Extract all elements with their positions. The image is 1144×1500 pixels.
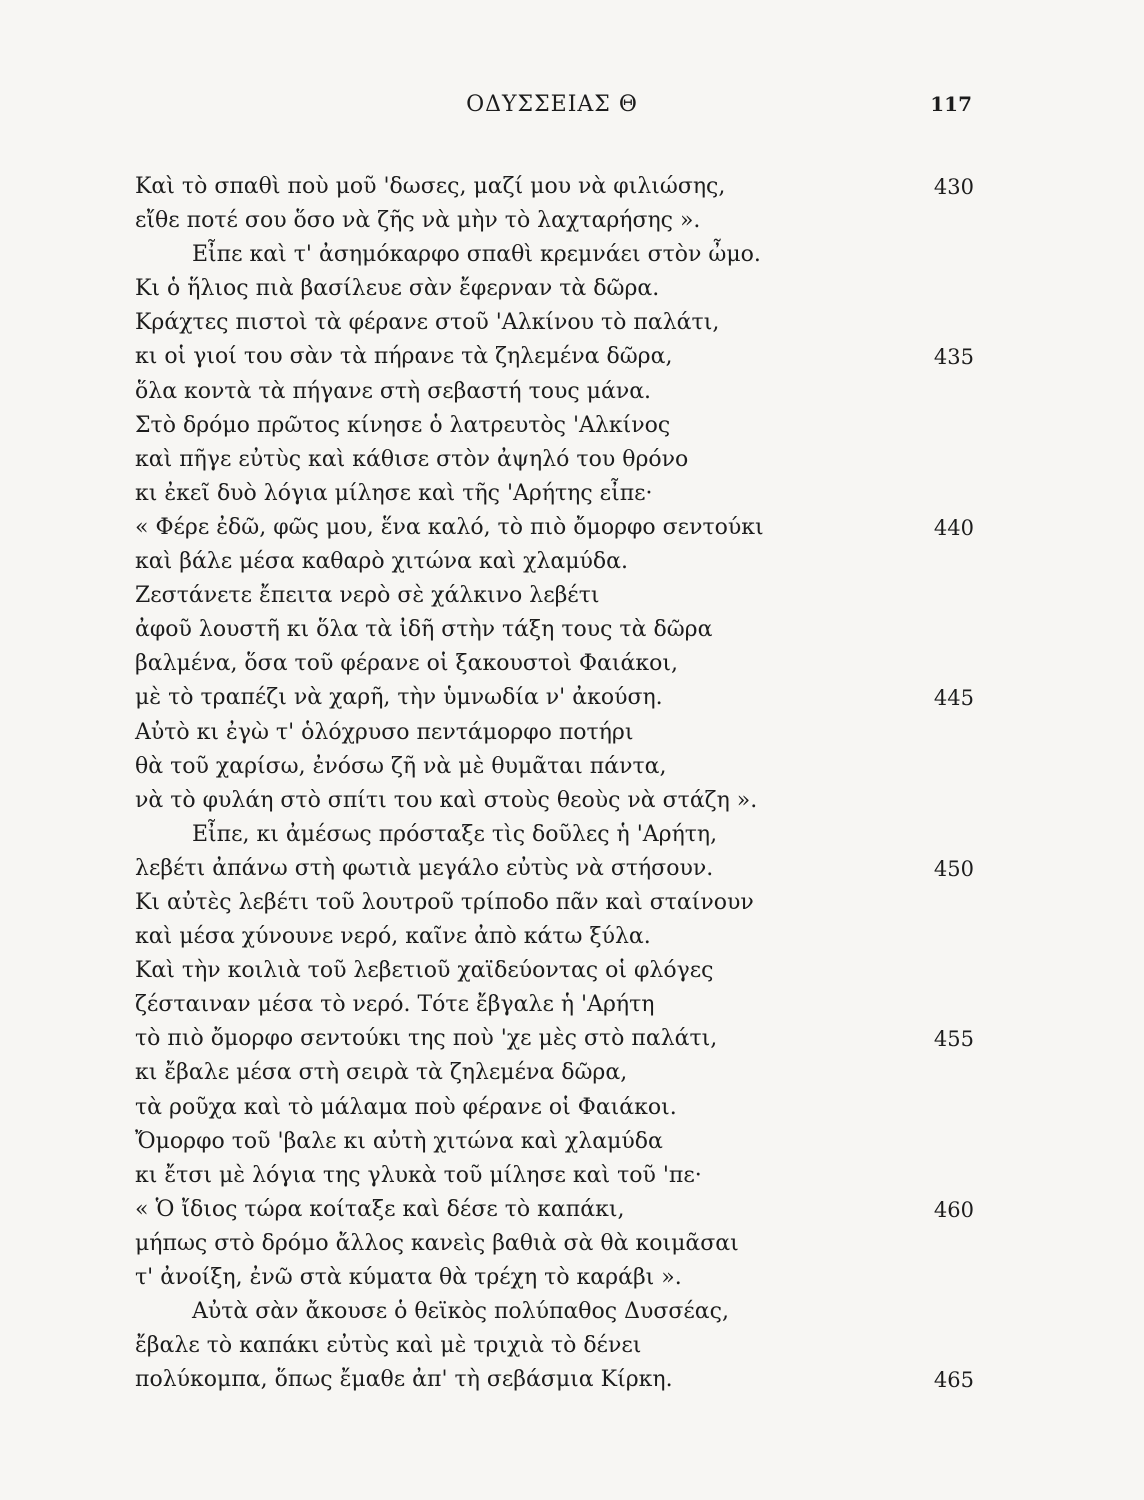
verse-line <box>0 886 1144 920</box>
verse-line <box>0 579 1144 613</box>
verse-line <box>0 375 1144 409</box>
verse-text: τὸ πιὸ ὄμορφο σεντούκι της ποὺ 'χε μὲς στὸ παλάτι, <box>135 1026 718 1052</box>
verse-line <box>0 1261 1144 1295</box>
verse-text: πολύκομπα, ὅπως ἔμαθε ἀπ' τὴ σεβάσμια Κίρκη. <box>135 1367 673 1393</box>
verse-line <box>0 681 1144 715</box>
verse-text: λεβέτι ἀπάνω στὴ φωτιὰ μεγάλο εὐτὺς νὰ στήσουν. <box>135 855 714 881</box>
verse-line <box>0 1227 1144 1261</box>
verse-text: Κράχτες πιστοὶ τὰ φέρανε στοῦ 'Αλκίνου τὸ παλάτι, <box>135 310 720 336</box>
verse-text: Εἶπε καὶ τ' ἀσημόκαρφο σπαθὶ κρεμνάει στὸν ὦμο. <box>192 242 761 268</box>
line-number: 435 <box>933 345 974 370</box>
verse-line <box>0 818 1144 852</box>
verse-block <box>0 170 1144 1397</box>
verse-text: Καὶ τὸ σπαθὶ ποὺ μοῦ 'δωσες, μαζί μου νὰ φιλιώσης, <box>135 174 726 199</box>
verse-text: Στὸ δρόμο πρῶτος κίνησε ὁ λατρευτὸς 'Αλκίνος <box>135 412 671 438</box>
verse-line <box>0 170 1144 204</box>
verse-text: εἴθε ποτέ σου ὅσο νὰ ζῆς νὰ μὴν τὸ λαχταρήσης ». <box>135 208 701 234</box>
verse-text: καὶ μέσα χύνουνε νερό, καῖνε ἀπὸ κάτω ξύλα. <box>135 924 651 950</box>
verse-line <box>0 716 1144 750</box>
verse-line <box>0 511 1144 545</box>
verse-text: τὰ ροῦχα καὶ τὸ μάλαμα ποὺ φέρανε οἱ Φαιάκοι. <box>135 1094 677 1120</box>
verse-text: Ζεστάνετε ἔπειτα νερὸ σὲ χάλκινο λεβέτι <box>135 583 600 609</box>
verse-line <box>0 1056 1144 1090</box>
verse-text: κι οἱ γιοί του σὰν τὰ πήρανε τὰ ζηλεμένα δῶρα, <box>135 344 673 370</box>
page-number: 117 <box>930 92 972 116</box>
verse-line <box>0 784 1144 818</box>
verse-line <box>0 545 1144 579</box>
verse-text: ἀφοῦ λουστῆ κι ὅλα τὰ ἰδῆ στὴν τάξη τους τὰ δῶρα <box>135 617 713 643</box>
verse-text: Κι αὐτὲς λεβέτι τοῦ λουτροῦ τρίποδο πᾶν καὶ σταίνουν <box>135 889 754 915</box>
verse-text: Καὶ τὴν κοιλιὰ τοῦ λεβετιοῦ χαϊδεύοντας οἱ φλόγες <box>135 958 714 984</box>
verse-text: Ὄμορφο τοῦ 'βαλε κι αὐτὴ χιτώνα καὶ χλαμύδα <box>135 1128 663 1154</box>
verse-text: κι ἐκεῖ δυὸ λόγια μίλησε καὶ τῆς 'Αρήτης εἶπε· <box>135 480 653 506</box>
verse-text: καὶ βάλε μέσα καθαρὸ χιτώνα καὶ χλαμύδα. <box>135 549 628 575</box>
verse-text: κι ἔβαλε μέσα στὴ σειρὰ τὰ ζηλεμένα δῶρα, <box>135 1060 628 1086</box>
verse-text: Αὐτὰ σὰν ἄκουσε ὁ θεϊκὸς πολύπαθος Δυσσέας, <box>192 1299 729 1325</box>
verse-text: ζέσταιναν μέσα τὸ νερό. Τότε ἔβγαλε ἡ 'Αρήτη <box>135 992 655 1018</box>
running-header: ΟΔΥΣΣΕΙΑΣ Θ <box>466 92 638 117</box>
verse-line <box>0 238 1144 272</box>
verse-line <box>0 1022 1144 1056</box>
verse-line <box>0 1125 1144 1159</box>
verse-line <box>0 443 1144 477</box>
verse-line <box>0 647 1144 681</box>
verse-text: ἔβαλε τὸ καπάκι εὐτὺς καὶ μὲ τριχιὰ τὸ δένει <box>135 1333 642 1359</box>
verse-line <box>0 272 1144 306</box>
verse-line <box>0 477 1144 511</box>
verse-text: καὶ πῆγε εὐτὺς καὶ κάθισε στὸν ἀψηλό του θρόνο <box>135 446 689 472</box>
line-number: 430 <box>933 175 974 199</box>
verse-text: τ' ἀνοίξη, ἐνῶ στὰ κύματα θὰ τρέχη τὸ καράβι ». <box>135 1265 682 1290</box>
verse-line <box>0 306 1144 340</box>
verse-text: μήπως στὸ δρόμο ἄλλος κανεὶς βαθιὰ σὰ θὰ κοιμᾶσαι <box>135 1230 739 1256</box>
verse-line <box>0 954 1144 988</box>
verse-text: « Ὁ ἴδιος τώρα κοίταξε καὶ δέσε τὸ καπάκι, <box>135 1196 625 1222</box>
line-number: 460 <box>933 1197 974 1222</box>
verse-text: κι ἔτσι μὲ λόγια της γλυκὰ τοῦ μίλησε καὶ τοῦ 'πε· <box>135 1162 702 1188</box>
verse-line <box>0 750 1144 784</box>
verse-text: ὅλα κοντὰ τὰ πήγανε στὴ σεβαστή τους μάνα. <box>135 378 652 404</box>
verse-text: Εἶπε, κι ἀμέσως πρόσταξε τὶς δοῦλες ἡ 'Αρήτη, <box>192 821 718 847</box>
line-number: 455 <box>933 1027 974 1052</box>
verse-line <box>0 1363 1144 1397</box>
line-number: 450 <box>933 856 974 881</box>
verse-line <box>0 613 1144 647</box>
verse-text: « Φέρε ἐδῶ, φῶς μου, ἕνα καλό, τὸ πιὸ ὄμορφο σεντούκι <box>135 514 764 540</box>
verse-line <box>0 1295 1144 1329</box>
verse-line <box>0 1091 1144 1125</box>
verse-line <box>0 1329 1144 1363</box>
verse-text: θὰ τοῦ χαρίσω, ἐνόσω ζῆ νὰ μὲ θυμᾶται πάντα, <box>135 753 667 779</box>
line-number: 445 <box>933 686 974 711</box>
line-number: 440 <box>933 515 974 540</box>
verse-text: Αὐτὸ κι ἐγὼ τ' ὁλόχρυσο πεντάμορφο ποτήρι <box>135 719 634 745</box>
line-number: 465 <box>933 1368 974 1393</box>
verse-line <box>0 920 1144 954</box>
verse-text: νὰ τὸ φυλάη στὸ σπίτι του καὶ στοὺς θεοὺς νὰ στάζη ». <box>135 787 758 813</box>
verse-text: Κι ὁ ἥλιος πιὰ βασίλευε σὰν ἔφερναν τὰ δῶρα. <box>135 276 660 302</box>
verse-line <box>0 409 1144 443</box>
verse-text: μὲ τὸ τραπέζι νὰ χαρῆ, τὴν ὑμνωδία ν' ἀκούση. <box>135 685 663 711</box>
verse-line <box>0 852 1144 886</box>
verse-line <box>0 1193 1144 1227</box>
verse-line <box>0 340 1144 374</box>
verse-line <box>0 1159 1144 1193</box>
verse-line <box>0 204 1144 238</box>
verse-line <box>0 988 1144 1022</box>
verse-text: βαλμένα, ὅσα τοῦ φέρανε οἱ ξακουστοὶ Φαιάκοι, <box>135 651 678 677</box>
